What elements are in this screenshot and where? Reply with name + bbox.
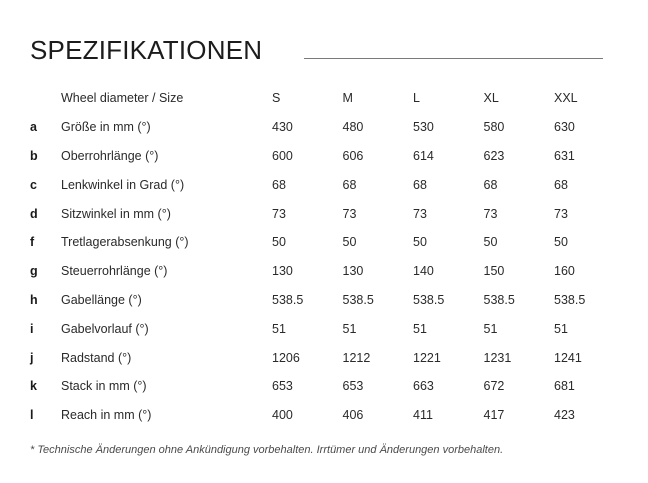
size-column-label: Wheel diameter / Size <box>61 91 184 106</box>
row-label: Sitzwinkel in mm (°) <box>61 206 171 221</box>
row-key: j <box>30 350 34 365</box>
cell-value: 1241 <box>554 350 582 365</box>
cell-value: 130 <box>272 264 293 279</box>
cell-value: 538.5 <box>413 292 445 307</box>
page-title: SPEZIFIKATIONEN <box>30 35 263 65</box>
cell-value: 600 <box>272 148 293 163</box>
cell-value: 631 <box>554 148 575 163</box>
cell-value: 623 <box>483 148 505 163</box>
row-key: g <box>30 264 38 279</box>
row-key: d <box>30 206 38 221</box>
cell-value: 50 <box>272 235 286 250</box>
row-key: b <box>30 148 38 163</box>
cell-value: 1221 <box>413 350 441 365</box>
row-label: Stack in mm (°) <box>61 379 147 394</box>
cell-value: 73 <box>483 206 498 221</box>
table-row <box>30 314 625 343</box>
cell-value: 480 <box>342 120 364 135</box>
cell-value: 68 <box>483 177 498 192</box>
cell-value: 51 <box>554 321 568 336</box>
cell-value: 1231 <box>483 350 512 365</box>
cell-value: 653 <box>342 379 364 394</box>
row-label: Größe in mm (°) <box>61 120 151 135</box>
cell-value: 423 <box>554 408 575 423</box>
cell-value: 406 <box>342 408 364 423</box>
cell-value: 681 <box>554 379 575 394</box>
cell-value: 51 <box>342 321 357 336</box>
cell-value: 614 <box>413 148 434 163</box>
row-label: Lenkwinkel in Grad (°) <box>61 177 185 192</box>
cell-value: 73 <box>342 206 357 221</box>
key-column-header <box>30 84 61 113</box>
cell-value: 580 <box>483 120 505 135</box>
size-header-s: S <box>272 91 281 106</box>
cell-value: 430 <box>272 120 293 135</box>
cell-value: 538.5 <box>272 292 304 307</box>
table-row <box>30 343 625 372</box>
size-header-xxl: XXL <box>554 91 578 106</box>
row-key: k <box>30 379 37 394</box>
title-divider <box>304 58 603 59</box>
cell-value: 130 <box>342 264 364 279</box>
row-key: h <box>30 292 38 307</box>
table-row <box>30 142 625 171</box>
size-header-m: M <box>342 91 353 106</box>
geometry-spec-table <box>30 84 625 430</box>
table-row <box>30 372 625 401</box>
table-row <box>30 228 625 257</box>
row-key: i <box>30 321 34 336</box>
cell-value: 538.5 <box>554 292 586 307</box>
cell-value: 73 <box>554 206 568 221</box>
row-label: Tretlagerabsenkung (°) <box>61 235 189 250</box>
row-key: a <box>30 120 37 135</box>
cell-value: 663 <box>413 379 434 394</box>
cell-value: 150 <box>483 264 505 279</box>
cell-value: 160 <box>554 264 575 279</box>
cell-value: 51 <box>272 321 286 336</box>
table-row <box>30 401 625 430</box>
row-label: Gabelvorlauf (°) <box>61 321 149 336</box>
cell-value: 653 <box>272 379 293 394</box>
row-key: l <box>30 408 34 423</box>
cell-value: 73 <box>272 206 286 221</box>
cell-value: 68 <box>342 177 357 192</box>
table-row <box>30 286 625 315</box>
cell-value: 50 <box>483 235 498 250</box>
cell-value: 50 <box>554 235 568 250</box>
cell-value: 538.5 <box>483 292 515 307</box>
cell-value: 606 <box>342 148 364 163</box>
size-header-l: L <box>413 91 420 106</box>
cell-value: 68 <box>272 177 286 192</box>
cell-value: 1206 <box>272 350 300 365</box>
table-row <box>30 113 625 142</box>
cell-value: 630 <box>554 120 575 135</box>
cell-value: 51 <box>413 321 427 336</box>
cell-value: 530 <box>413 120 434 135</box>
table-row <box>30 257 625 286</box>
table-row <box>30 199 625 228</box>
cell-value: 51 <box>483 321 498 336</box>
cell-value: 538.5 <box>342 292 374 307</box>
table-header-row <box>30 84 625 113</box>
size-header-xl: XL <box>483 91 499 106</box>
disclaimer-footnote: * Technische Änderungen ohne Ankündigung vorbehalten. Irrtümer und Änderungen vorbehalten. <box>30 444 504 456</box>
cell-value: 68 <box>413 177 427 192</box>
cell-value: 50 <box>413 235 427 250</box>
cell-value: 1212 <box>342 350 371 365</box>
row-label: Gabellänge (°) <box>61 292 142 307</box>
cell-value: 50 <box>342 235 357 250</box>
cell-value: 400 <box>272 408 293 423</box>
cell-value: 411 <box>413 408 433 423</box>
cell-value: 68 <box>554 177 568 192</box>
cell-value: 140 <box>413 264 434 279</box>
section-header <box>30 34 604 66</box>
row-label: Steuerrohrlänge (°) <box>61 264 168 279</box>
row-label: Reach in mm (°) <box>61 408 152 423</box>
cell-value: 73 <box>413 206 427 221</box>
cell-value: 417 <box>483 408 505 423</box>
row-key: c <box>30 177 37 192</box>
table-row <box>30 170 625 199</box>
row-label: Oberrohrlänge (°) <box>61 148 159 163</box>
row-key: f <box>30 235 35 250</box>
row-label: Radstand (°) <box>61 350 132 365</box>
cell-value: 672 <box>483 379 505 394</box>
